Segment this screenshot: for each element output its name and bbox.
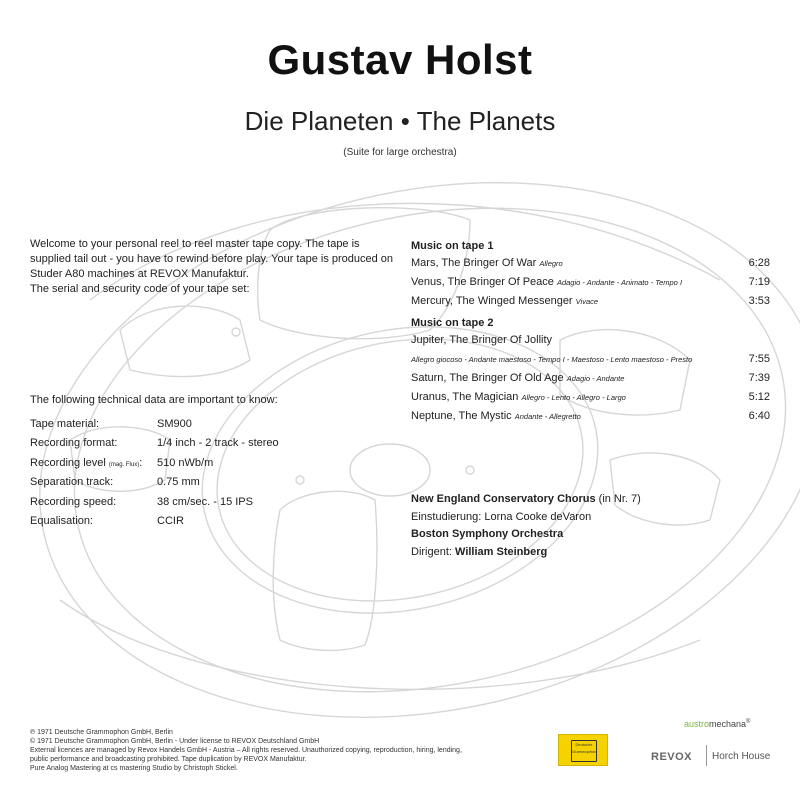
- tape2-heading: Music on tape 2: [411, 317, 494, 329]
- track-tempo: Allegro giocoso - Andante maestoso - Tempo I - Maestoso - Lento maestoso - Presto: [411, 355, 693, 364]
- tech-label: Recording format:: [30, 437, 118, 450]
- mechana-text: mechana: [709, 719, 747, 729]
- tape1-heading: Music on tape 1: [411, 240, 494, 252]
- chorus-line: [411, 491, 770, 509]
- tech-label: Recording speed:: [30, 495, 117, 508]
- chorus-name: New England Conservatory Chorus: [411, 493, 596, 505]
- tech-label: Equalisation:: [30, 515, 93, 528]
- track-item: [411, 331, 770, 350]
- footer-line: © 1971 Deutsche Grammophon GmbH, Berlin - Under license to REVOX Deutschland GmbH: [30, 738, 320, 745]
- track-duration: 6:40: [748, 410, 770, 422]
- tech-value: 510 nWb/m: [157, 456, 214, 469]
- work-title: Die Planeten • The Planets: [244, 106, 556, 136]
- conductor-line: [411, 544, 770, 562]
- tech-value: CCIR: [157, 515, 184, 528]
- austromechana-logo: [684, 719, 750, 729]
- conductor-label: Dirigent:: [411, 545, 452, 558]
- tech-label: [30, 457, 157, 469]
- technical-table: [30, 414, 279, 531]
- track-duration: 5:12: [748, 391, 770, 403]
- track-tempo: Andante - Allegretto: [514, 412, 581, 421]
- work-note: (Suite for large orchestra): [343, 147, 457, 158]
- austro-text: austro: [684, 719, 710, 729]
- intro-text: [30, 237, 395, 297]
- study-label: Einstudierung:: [411, 510, 482, 523]
- performer-credits: [411, 491, 770, 561]
- orchestra-name: Boston Symphony Orchestra: [411, 528, 564, 540]
- tech-value: 38 cm/sec. - 15 IPS: [157, 495, 253, 508]
- footer-line: ℗ 1971 Deutsche Grammophon GmbH, Berlin: [30, 729, 173, 736]
- tech-label: Separation track:: [30, 476, 114, 489]
- tech-label-suffix: :: [139, 456, 143, 469]
- revox-logo: REVOX: [651, 751, 693, 763]
- track-duration: 7:19: [748, 276, 770, 288]
- track-tempo: Allegro: [539, 259, 563, 268]
- track-tempo: Allegro - Lento - Allegro - Largo: [521, 393, 626, 402]
- track-item: [411, 273, 770, 292]
- chorus-note: (in Nr. 7): [598, 493, 641, 505]
- dg-line2: Grammophon: [572, 749, 597, 754]
- track-name: Neptune, The Mystic: [411, 410, 512, 422]
- track-name: Saturn, The Bringer Of Old Age: [411, 372, 564, 384]
- logo-divider: [706, 745, 707, 766]
- tech-row-recording-level: [30, 453, 279, 473]
- track-item: [411, 369, 770, 388]
- track-name: Mercury, The Winged Messenger: [411, 295, 573, 307]
- copyright-footer: [30, 728, 520, 773]
- registered-mark: ®: [746, 719, 751, 725]
- deutsche-grammophon-logo: [558, 734, 608, 766]
- track-name: Venus, The Bringer Of Peace: [411, 276, 554, 288]
- study-name: Lorna Cooke deVaron: [484, 510, 592, 523]
- orchestra-line: [411, 526, 770, 544]
- track-tempo: Vivace: [575, 297, 599, 306]
- footer-line: External licences are managed by Revox Handels GmbH - Austria – All rights reserved. Unauthorized copying, reproduction, hiring, lending,: [30, 747, 462, 754]
- dg-line1: Deutsche: [575, 742, 593, 747]
- intro-paragraph: Welcome to your personal reel to reel master tape copy. The tape is supplied tail out - you have to rewind before play. Your tape is produced on Studer A80 machines at REVOX Manufaktur.: [30, 238, 394, 280]
- tech-row-recording-speed: [30, 492, 279, 512]
- horch-house-logo: Horch House: [712, 751, 771, 762]
- track-item: [411, 388, 770, 407]
- track-listing: [411, 238, 770, 426]
- track-duration: 3:53: [748, 295, 770, 307]
- composer-title: Gustav Holst: [267, 36, 533, 83]
- track-duration: 7:55: [748, 353, 770, 365]
- footer-line: Pure Analog Mastering at cs mastering Studio by Christoph Stickel.: [30, 765, 238, 772]
- technical-heading: The following technical data are important to know:: [30, 394, 278, 406]
- serial-line: The serial and security code of your tape set:: [30, 283, 250, 295]
- conductor-name: William Steinberg: [455, 545, 548, 558]
- track-tempo: Adagio - Andante: [566, 374, 625, 383]
- track-item: [411, 254, 770, 273]
- tech-row-recording-format: [30, 434, 279, 454]
- tech-row-separation-track: [30, 473, 279, 493]
- track-item: [411, 350, 770, 369]
- track-item: [411, 407, 770, 426]
- tech-value: SM900: [157, 417, 192, 430]
- tech-row-equalisation: [30, 512, 279, 532]
- track-name: Uranus, The Magician: [411, 391, 519, 403]
- tech-label-note: (mag. Flux): [108, 461, 140, 468]
- tech-label: Tape material:: [30, 417, 100, 430]
- tech-label-text: Recording level: [30, 456, 106, 469]
- track-name: Mars, The Bringer Of War: [411, 257, 537, 269]
- footer-line: public performance and broadcasting prohibited. Tape duplication by REVOX Manufaktur.: [30, 756, 307, 763]
- track-item: [411, 292, 770, 311]
- track-duration: 6:28: [748, 257, 770, 269]
- track-duration: 7:39: [748, 372, 770, 384]
- track-name: Jupiter, The Bringer Of Jollity: [411, 334, 553, 346]
- tech-value: 1/4 inch - 2 track - stereo: [157, 437, 279, 450]
- study-line: [411, 509, 770, 527]
- track-tempo: Adagio - Andante - Animato - Tempo I: [556, 278, 683, 287]
- dg-emblem: [571, 740, 597, 762]
- tech-row-tape-material: [30, 414, 279, 434]
- tech-value: 0.75 mm: [157, 476, 200, 489]
